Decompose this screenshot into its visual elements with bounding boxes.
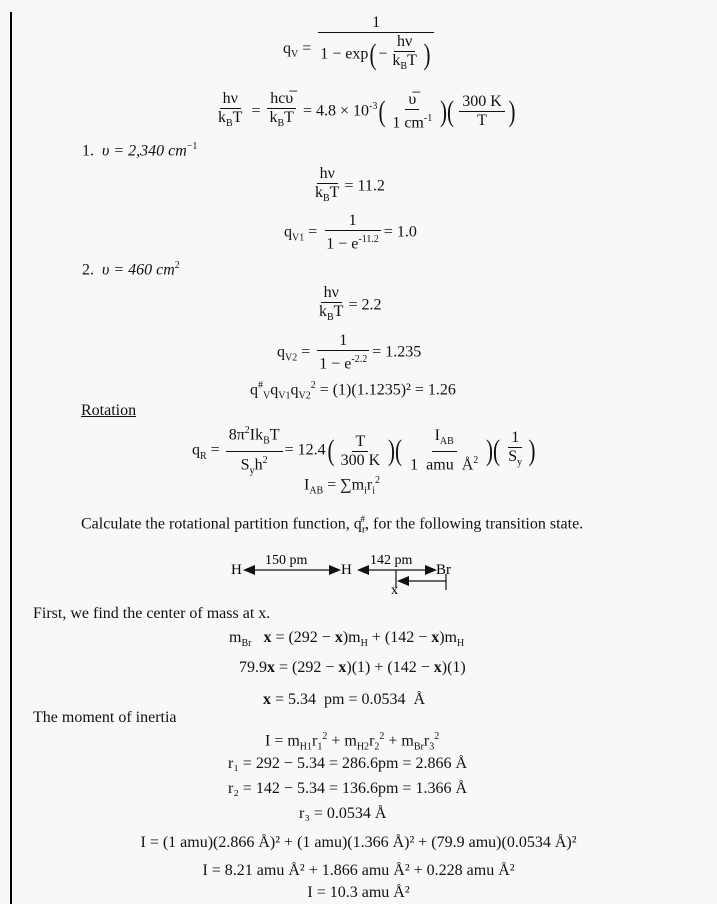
item-2-label: 2. υ = 460 $cm^2$ <box>82 260 180 279</box>
item-2-qv2: $q_{V2}$ = $\frac{1}{1 - e^{-2.2}}$ = 1.235 <box>277 332 422 373</box>
left-margin-rule <box>10 12 12 904</box>
item-1-qv1: $q_{V1}$ = $\frac{1}{1 - e^{-11.2}}$ = 1.0 <box>284 212 417 253</box>
qv-equation: $q_V$ = 1 1 − exp(− $\frac{h\nu}{k_BT}$ ) <box>283 14 437 76</box>
com-eq2: 79.9x = (292 − x)(1) + (142 − x)(1) <box>239 659 466 676</box>
com-eq1: $m_{Br}$ $x = (292 - x)m_H + (142 - x)m_H$ <box>229 629 465 650</box>
atom-h2: H <box>341 562 352 578</box>
item-2-ratio: $\frac{h\nu}{k_BT}$ = 2.2 <box>319 284 382 324</box>
inertia-intro: The moment of inertia <box>33 709 177 726</box>
arrowhead-right-1 <box>329 565 341 575</box>
inertia-eq4: I = 10.3 amu Å² <box>307 884 410 901</box>
rotation-qr-equation: $q_R$ = $\frac{8\pi^2Ik_BT}{S_yh^2}$ = 12.4( $\frac{T}{300 K}$ )( $\frac{I_{AB}}{1 amu Å^2}$ )( $\frac{1}{S_y}$ ) <box>192 422 537 480</box>
item-1-label: 1. υ = 2,340 $cm^{-1}$ <box>82 141 198 160</box>
inertia-eq2: I = (1 amu)(2.866 Å)² + (1 amu)(1.366 Å)² + (79.9 amu)(0.0534 Å)² <box>140 834 577 851</box>
inertia-r3: r₃ = 0.0534 Å <box>299 805 387 822</box>
com-intro: First, we find the center of mass at x. <box>33 605 271 622</box>
transition-state-diagram <box>225 548 465 598</box>
rotation-iab: $I_{AB} = \sum m_ir_i^2$ <box>304 475 380 497</box>
item-2-product: $q^{\#}_Vq_{V1}q_{V2}^2 = (1)(1.1235)^2 = 1.26$ <box>250 380 456 402</box>
atom-br: Br <box>436 562 451 578</box>
com-label: x <box>391 583 398 598</box>
problem-statement: Calculate the rotational partition function, $q_r^{\#}$, for the following transition state. <box>81 514 584 536</box>
arrowhead-left-1 <box>243 565 255 575</box>
item-1-ratio: $\frac{h\nu}{k_BT}$ = 11.2 <box>315 165 385 205</box>
inertia-r2: r₂ = 142 − 5.34 = 136.6pm = 1.366 Å <box>228 780 467 797</box>
atom-h1: H <box>231 562 242 578</box>
inertia-eq1: $I = m_{H1}r_1^2 + m_{H2}r_2^2 + m_{Br}r_3^2$ <box>265 731 440 753</box>
rotation-heading: Rotation <box>81 402 137 419</box>
arrowhead-left-2 <box>357 565 369 575</box>
distance-label-1: 150 pm <box>265 553 308 568</box>
inertia-r1: r₁ = 292 − 5.34 = 286.6pm = 2.866 Å <box>228 755 467 772</box>
hv-ratio-equation: $\frac{h\nu}{k_BT}$ = $\frac{\text{hcυ̅}}{k_BT}$ = $4.8 \times 10^{-3}$( $\frac{\upsilon̅}{1 cm^{-1}}$ )( $\frac{300 K}{T}$ ) <box>218 90 516 132</box>
com-eq3: x = 5.34 pm = 0.0534 Å <box>263 691 426 708</box>
inertia-eq3: I = 8.21 amu Å² + 1.866 amu Å² + 0.228 amu Å² <box>202 862 515 879</box>
com-arrowhead <box>397 576 409 586</box>
distance-label-2: 142 pm <box>370 553 413 568</box>
